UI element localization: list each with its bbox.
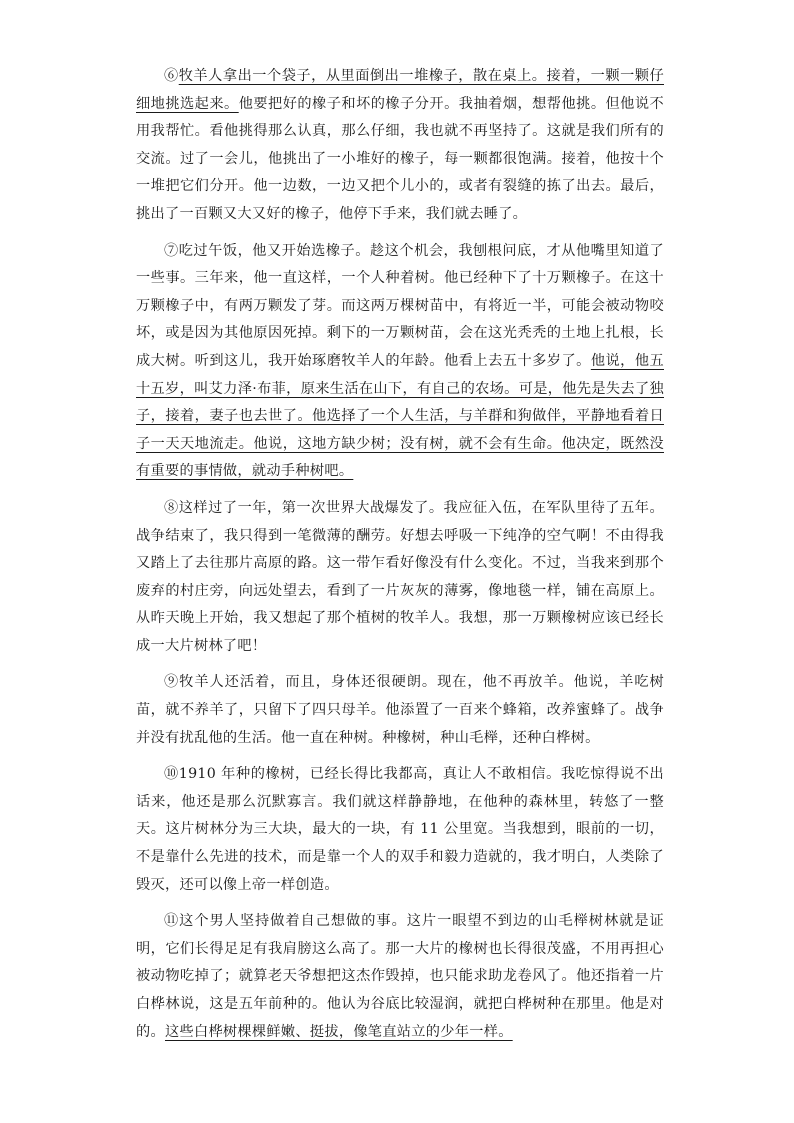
paragraph-number: ⑦ [164, 242, 179, 259]
paragraph-9 [136, 669, 664, 752]
paragraph-8 [136, 495, 664, 661]
underlined-sentence: 牧羊人拿出一个袋子，从里面倒出一堆橡子，散在桌上。接着，一颗一颗仔细地挑选起来。 [136, 68, 664, 112]
paragraph-number: ⑨ [164, 674, 180, 691]
paragraph-text: 这个男人坚持做着自己想做的事。这片一眼望不到边的山毛榉树林就是证明，它们长得足足有我肩膀这么高了。那一大片的橡树也长得很茂盛，不用再担心被动物吃掉了；就算老天爷想把这杰作毁掉，也只能求助龙卷风了。他还指着一片白桦林说，这是五年前种的。他认为谷底比较湿润，就把白桦树种在那里。他是对的。 [136, 913, 664, 1040]
paragraph-text: 1910 年种的橡树，已经长得比我都高，真让人不敢相信。我吃惊得说不出话来，他还是那么沉默寡言。我们就这样静静地，在他种的森林里，转悠了一整天。这片树林分为三大块，最大的一块，有 11 公里宽。当我想到，眼前的一切，不是靠什么先进的技术，而是靠一个人的双手和毅力造就的，我才明白，人类除了毁灭，还可以像上帝一样创造。 [136, 766, 664, 893]
article-body [136, 63, 664, 1046]
paragraph-number: ⑪ [164, 913, 180, 930]
paragraph-11 [136, 908, 664, 1046]
paragraph-6 [136, 63, 664, 229]
paragraph-number: ⑥ [164, 68, 179, 84]
paragraph-number: ⑧ [164, 499, 179, 516]
paragraph-text: 他要把好的橡子和坏的橡子分开。我抽着烟，想帮他挑。但他说不用我帮忙。看他挑得那么认真，那么仔细，我也就不再坚持了。这就是我们所有的交流。过了一会儿，他挑出了一小堆好的橡子，每一颗都很饱满。接着，他按十个一堆把它们分开。他一边数，一边又把个儿小的，或者有裂缝的拣了出去。最后，挑出了一百颗又大又好的橡子，他停下手来，我们就去睡了。 [136, 95, 664, 222]
paragraph-text: 牧羊人还活着，而且，身体还很硬朗。现在，他不再放羊。他说，羊吃树苗，就不养羊了，只留下了四只母羊。他添置了一百来个蜂箱，改养蜜蜂了。战争并没有扰乱他的生活。他一直在种树。种橡树，种山毛榉，还种白桦树。 [136, 674, 664, 746]
paragraph-10 [136, 761, 664, 899]
paragraph-7 [136, 238, 664, 486]
underlined-passage: 他说，他五十五岁，叫艾力泽·布菲，原来生活在山下，有自己的农场。可是，他先是失去了独子，接着，妻子也去世了。他选择了一个人生活，与羊群和狗做伴，平静地看着日子一天天地流走。他说，这地方缺少树；没有树，就不会有生命。他决定，既然没有重要的事情做，就动手种树吧。 [136, 352, 664, 480]
underlined-sentence: 这些白桦树棵棵鲜嫩、挺拔，像笔直站立的少年一样。 [164, 1023, 513, 1040]
paragraph-number: ⑩ [164, 766, 179, 783]
paragraph-text: 吃过午饭，他又开始选橡子。趁这个机会，我刨根问底，才从他嘴里知道了一些事。三年来，他一直这样，一个人种着树。他已经种下了十万颗橡子。在这十万颗橡子中，有两万颗发了芽。而这两万棵树苗中，有将近一半，可能会被动物咬坏，或是因为其他原因死掉。剩下的一万颗树苗，会在这光秃秃的土地上扎根，长成大树。听到这儿，我开始琢磨牧羊人的年龄。他看上去五十多岁了。 [136, 242, 664, 369]
paragraph-text: 这样过了一年，第一次世界大战爆发了。我应征入伍，在军队里待了五年。战争结束了，我只得到一笔微薄的酬劳。好想去呼吸一下纯净的空气啊！不由得我又踏上了去往那片高原的路。这一带乍看好像没有什么变化。不过，当我来到那个废弃的村庄旁，向远处望去，看到了一片灰灰的薄雾，像地毯一样，铺在高原上。从昨天晚上开始，我又想起了那个植树的牧羊人。我想，那一万颗橡树应该已经长成一大片树林了吧！ [136, 499, 664, 654]
